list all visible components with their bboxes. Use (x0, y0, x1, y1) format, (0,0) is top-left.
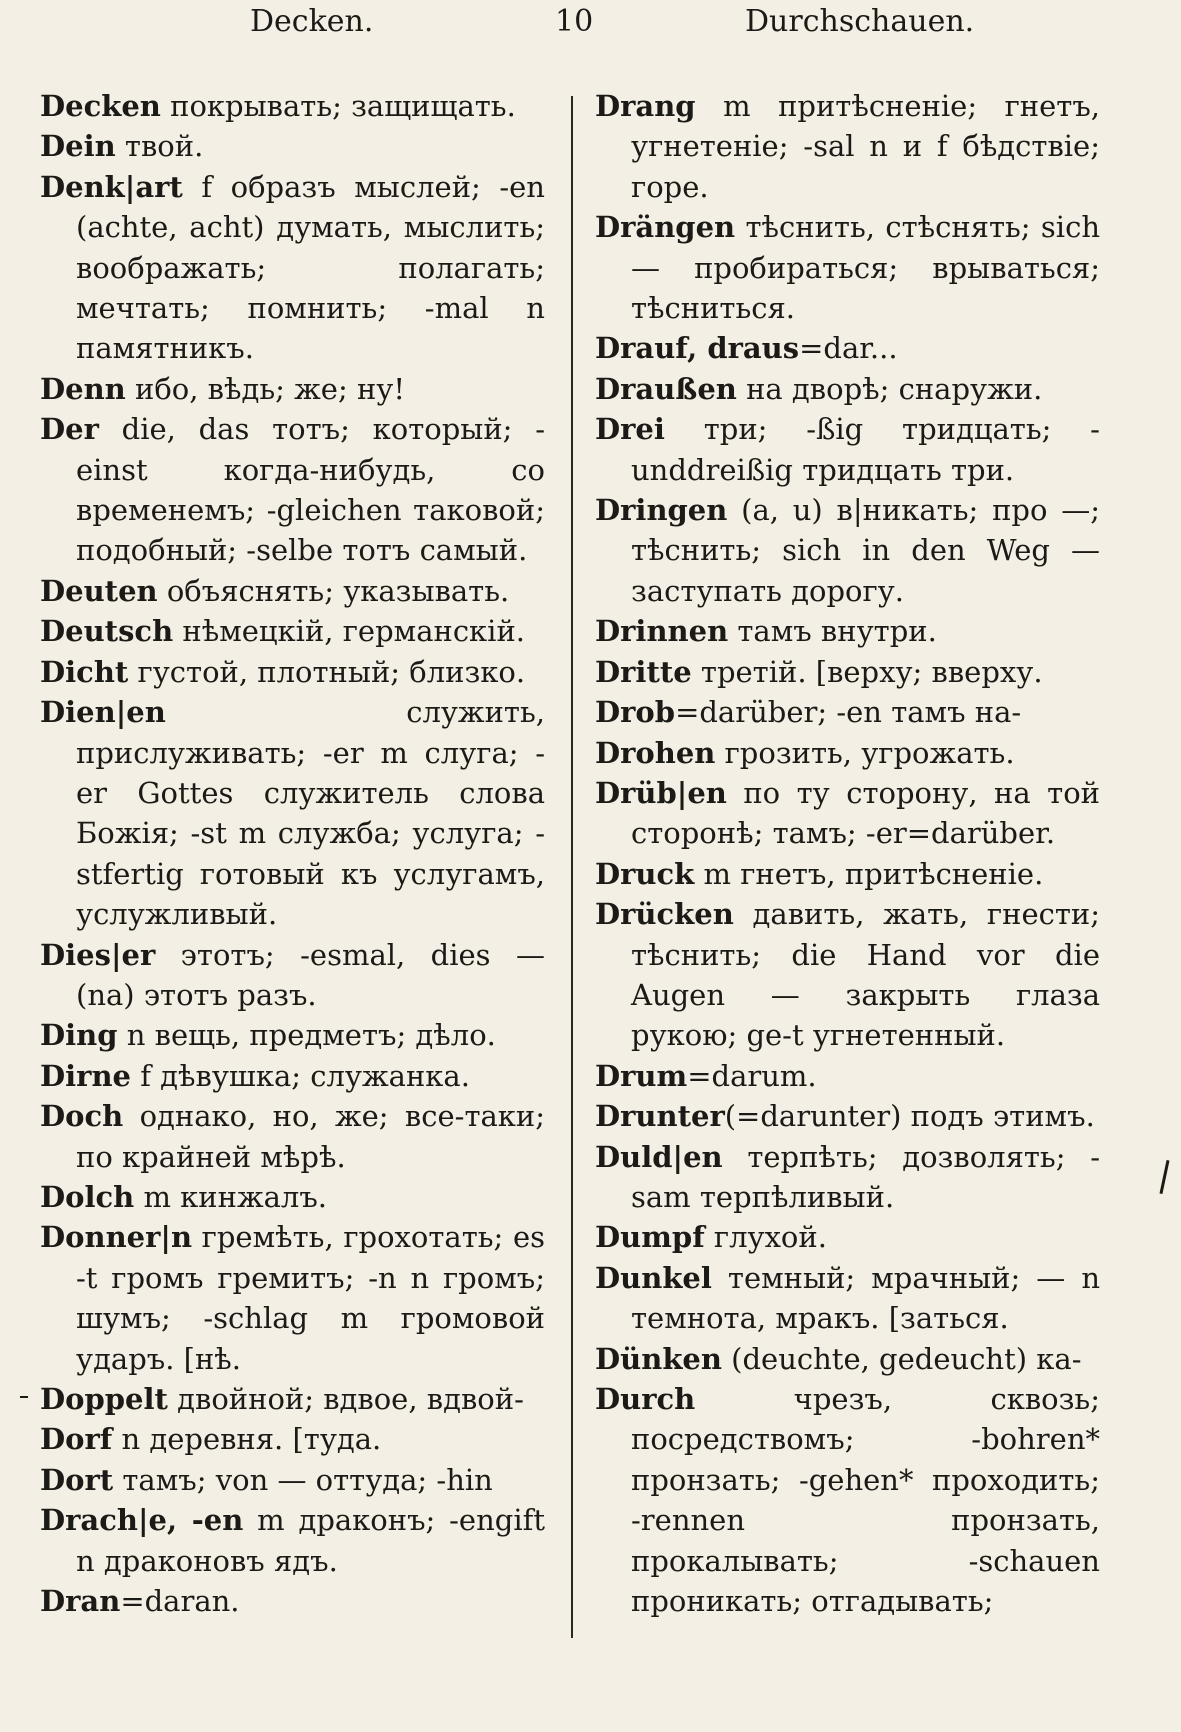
dictionary-entry (595, 1339, 1100, 1379)
dictionary-entry (595, 409, 1100, 490)
entry-headword: Druck (595, 856, 695, 891)
dictionary-entry (595, 692, 1100, 732)
entry-headword: Drohen (595, 735, 716, 770)
entry-headword: Doch (40, 1099, 124, 1134)
entry-headword: Deuten (40, 573, 158, 608)
header-left-guideword: Decken. (250, 4, 374, 39)
entry-headword: Drang (595, 89, 696, 123)
entry-definition: три; -ßig тридцать; -unddreißig тридцать три. (631, 412, 1100, 487)
dictionary-entry (40, 611, 545, 651)
entry-definition: давить, жать, гнести; тѣснить; die Hand vor die Augen — закрыть глаза рукою; ge-t угнетенный. (631, 897, 1100, 1053)
entry-definition: грозить, угрожать. (715, 735, 1015, 770)
entry-headword: Drüb|en (595, 775, 727, 810)
entry-definition: ибо, вѣдь; же; ну! (125, 371, 406, 406)
entry-definition: =daran. (120, 1584, 240, 1619)
entry-definition: темный; мрачный; — n темнота, мракъ. [заться. (631, 1260, 1100, 1336)
entry-definition: =darüber; -en тамъ на- (675, 695, 1022, 730)
entry-definition: объяснять; указывать. (157, 573, 510, 608)
entry-definition: нѣмецкій, германскій. (173, 614, 526, 649)
dictionary-entry (595, 1379, 1100, 1621)
entry-definition: (=darunter) подъ этимъ. (724, 1099, 1095, 1134)
entry-definition: на дворѣ; снаружи. (736, 371, 1043, 406)
entry-headword: Dritte (595, 654, 692, 689)
right-column (595, 86, 1100, 1621)
entry-definition: покрывать; защищать. (160, 89, 516, 123)
dictionary-entry (595, 611, 1100, 651)
entry-definition: твой. (115, 129, 204, 164)
entry-definition: (deuchte, gedeucht) ка- (721, 1341, 1082, 1376)
page-header (0, 4, 1181, 48)
entry-definition: глухой. (704, 1220, 827, 1255)
dictionary-entry (40, 1096, 545, 1177)
dictionary-entry (40, 369, 545, 409)
entry-definition: тамъ; von — оттуда; -hin (113, 1462, 493, 1497)
entry-headword: Dünken (595, 1341, 722, 1376)
entry-definition: чрезъ, сквозь; посредствомъ; -bohren* пронзать; -gehen* проходить; -rennen пронзать, прокалывать; -schauen проникать; отгадывать; (631, 1382, 1100, 1619)
dictionary-entry (595, 1137, 1100, 1218)
dictionary-entry (595, 207, 1100, 328)
entry-headword: Drei (595, 412, 665, 447)
dictionary-entry (595, 490, 1100, 611)
entry-definition: двойной; вдвое, вдвой- (167, 1382, 524, 1416)
entry-definition: гремѣть, грохотать; es -t громъ гремитъ; -n n громъ; шумъ; -schlag m громовой ударъ. [нѣ. (76, 1220, 545, 1376)
entry-headword: Drob (595, 695, 676, 730)
dictionary-entry (40, 1177, 545, 1217)
dictionary-entry (595, 1258, 1100, 1339)
entry-headword: Drach|e, -en (40, 1503, 244, 1538)
dictionary-entry (595, 1096, 1100, 1136)
entry-definition: n деревня. [туда. (112, 1422, 382, 1457)
dictionary-entry (595, 1217, 1100, 1257)
entry-headword: Dumpf (595, 1220, 705, 1255)
dictionary-entry (40, 1217, 545, 1379)
entry-definition: m притѣсненіе; гнетъ, угнетеніе; -sal n и f бѣдствіе; горе. (631, 89, 1100, 204)
entry-headword: Drum (595, 1058, 688, 1093)
entry-headword: Dran (40, 1584, 121, 1619)
page-mark (1159, 1160, 1169, 1194)
page-number: 10 (555, 4, 594, 39)
dictionary-entry (40, 935, 545, 1016)
entry-definition: n вещь, предметъ; дѣло. (117, 1018, 496, 1053)
entry-headword: Donner|n (40, 1220, 193, 1255)
dictionary-entry (40, 1460, 545, 1500)
entry-definition: m кинжалъ. (134, 1179, 328, 1214)
dictionary-entry (595, 652, 1100, 692)
entry-headword: Dort (40, 1462, 114, 1497)
dictionary-entry (40, 1500, 545, 1581)
dictionary-entry (595, 1056, 1100, 1096)
dictionary-entry (40, 1581, 545, 1621)
entry-definition: однако, но, же; все-таки; по крайней мѣрѣ. (76, 1099, 545, 1174)
entry-headword: Dein (40, 129, 116, 164)
column-divider (571, 96, 573, 1638)
header-right-guideword: Durchschauen. (745, 4, 975, 39)
entry-headword: Drauf, draus (595, 331, 800, 366)
dictionary-entry (595, 773, 1100, 854)
entry-definition: (a, u) в|никать; про —; тѣснить; sich in den Weg — заступать дорогу. (631, 493, 1100, 608)
entry-headword: Denn (40, 371, 126, 406)
dictionary-entry (40, 167, 545, 369)
entry-headword: Dunkel (595, 1260, 712, 1295)
entry-definition: f образъ мыслей; -en (achte, acht) думать, мыслить; воображать; полагать; мечтать; помнить; -mal n памятникъ. (76, 169, 545, 366)
entry-headword: Dorf (40, 1422, 113, 1457)
dictionary-entry (595, 733, 1100, 773)
dictionary-entry (40, 1056, 545, 1096)
entry-headword: Ding (40, 1018, 118, 1053)
entry-headword: Durch (595, 1382, 696, 1416)
entry-definition: тамъ внутри. (728, 614, 937, 649)
entry-definition: =darum. (687, 1058, 817, 1093)
entry-definition: =dar... (799, 331, 898, 366)
entry-headword: Draußen (595, 371, 737, 406)
entry-headword: Drinnen (595, 614, 729, 649)
dictionary-entry (595, 854, 1100, 894)
entry-headword: Der (40, 412, 99, 447)
dictionary-entry (595, 894, 1100, 1056)
entry-definition: служить, прислуживать; -er m слуга; -er Gottes служитель слова Божія; -st m служба; услуга; -stfertig готовый къ услугамъ, услужливый. (76, 695, 545, 932)
entry-headword: Drunter (595, 1099, 725, 1134)
entry-definition: die, das тотъ; который; -einst когда-нибудь, со временемъ; -gleichen таковой; подобный; -selbe тотъ самый. (76, 412, 545, 568)
dictionary-entry (40, 1419, 545, 1459)
entry-definition: этотъ; -esmal, dies — (na) этотъ разъ. (76, 937, 545, 1012)
entry-headword: Dicht (40, 654, 129, 689)
entry-headword: Duld|en (595, 1139, 723, 1174)
entry-definition: терпѣть; дозволять; -sam терпѣливый. (631, 1139, 1100, 1214)
entry-definition: m гнетъ, притѣсненіе. (694, 856, 1044, 891)
entry-headword: Drängen (595, 210, 736, 245)
entry-headword: Decken (40, 89, 161, 123)
entry-definition: тѣснить, стѣснять; sich — пробираться; врываться; тѣсниться. (631, 210, 1100, 326)
dictionary-entry (595, 328, 1100, 368)
entry-headword: Dolch (40, 1179, 135, 1214)
dictionary-entry (595, 369, 1100, 409)
dictionary-entry (40, 1379, 545, 1419)
dictionary-entry (40, 126, 545, 166)
entry-headword: Dien|en (40, 695, 166, 730)
entry-headword: Deutsch (40, 614, 174, 649)
entry-definition: третій. [верху; вверху. (691, 654, 1043, 689)
dictionary-entry (40, 692, 545, 934)
page-mark (20, 1396, 28, 1398)
dictionary-entry (40, 86, 545, 126)
entry-definition: густой, плотный; близко. (128, 654, 526, 689)
entry-headword: Drücken (595, 897, 734, 932)
entry-headword: Dirne (40, 1058, 131, 1093)
entry-definition: m драконъ; -engift n драконовъ ядъ. (76, 1503, 545, 1578)
dictionary-entry (40, 409, 545, 571)
entry-headword: Dringen (595, 493, 728, 528)
entry-headword: Denk|art (40, 169, 183, 204)
entry-definition: по ту сторону, на той сторонѣ; тамъ; -er=darüber. (631, 775, 1100, 851)
dictionary-entry (40, 652, 545, 692)
dictionary-entry (40, 571, 545, 611)
left-column (40, 86, 545, 1621)
entry-definition: f дѣвушка; служанка. (130, 1058, 470, 1093)
entry-headword: Dies|er (40, 937, 156, 972)
entry-headword: Doppelt (40, 1382, 168, 1416)
dictionary-entry (40, 1015, 545, 1055)
dictionary-entry (595, 86, 1100, 207)
